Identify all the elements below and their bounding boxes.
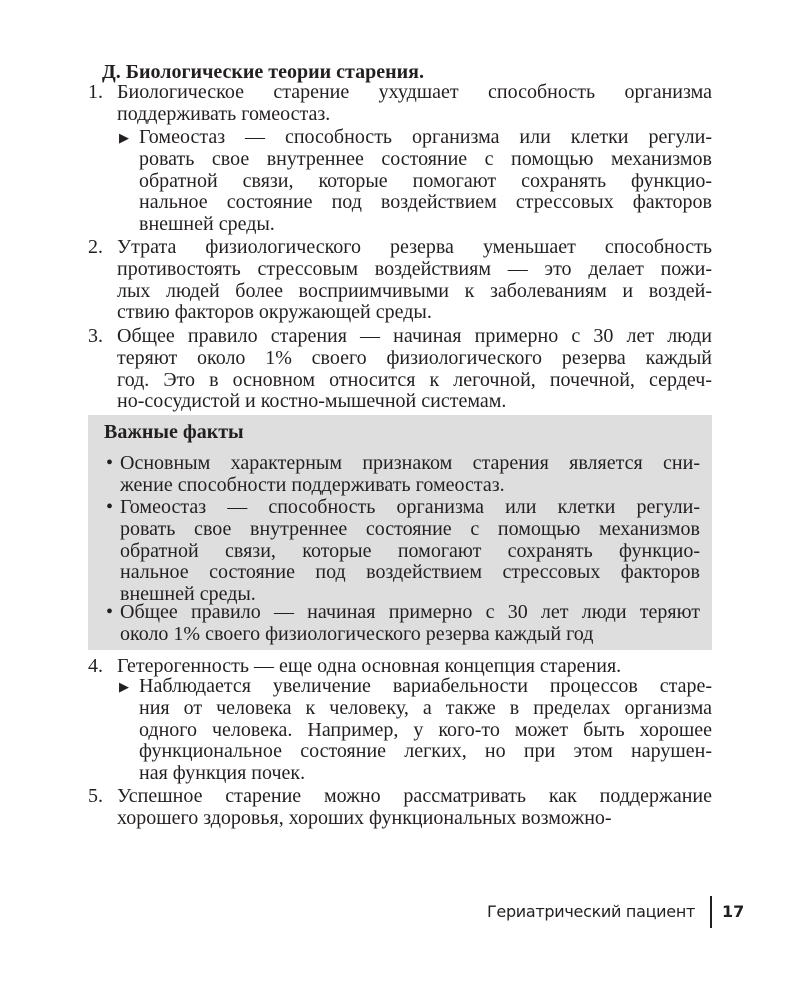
page-number: 17 xyxy=(722,902,745,921)
text-line: обратной связи, которые помогают сохранять функцио- xyxy=(120,539,700,562)
sub-point-text xyxy=(139,676,712,785)
item-text xyxy=(117,786,712,830)
sub-point-text xyxy=(139,127,712,236)
text-line: Общее правило — начиная примерно с 30 лет люди теряют xyxy=(120,601,700,623)
text-line: функциональное состояние легких, но при этом нарушен- xyxy=(139,740,712,763)
item-number: 5. xyxy=(88,785,103,807)
fact-text xyxy=(120,453,700,497)
text-line: лых людей более восприимчивыми к заболеваниям и воздей- xyxy=(117,279,712,302)
text-line: противостоять стрессовым воздействиям — это делает пожи- xyxy=(117,257,712,280)
text-line: внешней среды. xyxy=(139,213,275,236)
text-line: Гетерогенность — еще одна основная концепция старения. xyxy=(117,655,622,677)
item-text xyxy=(117,237,712,324)
fact-text xyxy=(120,497,700,606)
text-line: Биологическое старение ухудшает способность организма xyxy=(117,81,712,103)
footer-divider xyxy=(710,896,712,928)
bullet-dot-icon: • xyxy=(106,452,114,474)
text-line: ровать свое внутреннее состояние с помощью механизмов xyxy=(139,147,712,170)
text-line: нальное состояние под воздействием стрессовых факторов xyxy=(120,561,700,584)
text-line: год. Это в основном относится к легочной, почечной, сердеч- xyxy=(117,368,712,391)
important-facts-box xyxy=(88,415,712,650)
text-line: Гомеостаз — способность организма или клетки регули- xyxy=(139,126,712,148)
running-title: Гериатрический пациент xyxy=(486,902,695,921)
text-line: нальное состояние под воздействием стрессовых факторов xyxy=(139,191,712,214)
text-line: обратной связи, которые помогают сохранять функцио- xyxy=(139,169,712,192)
text-line: жение способности поддерживать гомеостаз. xyxy=(120,473,505,496)
item-text xyxy=(117,326,712,413)
text-line: около 1% своего физиологического резерва каждый год xyxy=(120,622,594,645)
item-number: 1. xyxy=(88,81,103,103)
text-line: теряют около 1% своего физиологического резерва каждый xyxy=(117,346,712,369)
text-line: Общее правило старения — начиная примерно с 30 лет люди xyxy=(117,325,712,347)
text-line: одного человека. Например, у кого-то может быть хорошее xyxy=(139,718,712,741)
text-line: поддерживать гомеостаз. xyxy=(117,102,331,125)
text-line: ная функция почек. xyxy=(139,762,306,785)
item-number: 3. xyxy=(88,325,103,347)
facts-box-heading: Важные факты xyxy=(104,421,244,443)
section-title: Д. Биологические теории старения. xyxy=(102,61,424,83)
text-line: но-сосудистой и костно-мышечной системам. xyxy=(117,390,507,413)
fact-text xyxy=(120,602,700,646)
bullet-dot-icon: • xyxy=(106,601,114,623)
text-line: ствию факторов окружающей среды. xyxy=(117,301,432,324)
item-text xyxy=(117,82,712,126)
bullet-dot-icon: • xyxy=(106,496,114,518)
text-line: Наблюдается увеличение вариабельности процессов старе- xyxy=(139,675,712,697)
text-line: ния от человека к человеку, а также в пределах организма xyxy=(139,696,712,719)
triangle-bullet-icon: ▶ xyxy=(119,130,129,145)
item-number: 4. xyxy=(88,655,103,677)
triangle-bullet-icon: ▶ xyxy=(119,679,129,694)
item-number: 2. xyxy=(88,236,103,258)
text-line: Успешное старение можно рассматривать как поддержание xyxy=(117,785,712,807)
text-line: хорошего здоровья, хороших функциональных возможно- xyxy=(117,806,612,829)
text-line: Гомеостаз — способность организма или клетки регули- xyxy=(120,496,700,518)
text-line: Основным характерным признаком старения является сни- xyxy=(120,452,700,474)
text-line: Утрата физиологического резерва уменьшает способность xyxy=(117,236,712,258)
text-line: ровать свое внутреннее состояние с помощью механизмов xyxy=(120,517,700,540)
text-line: внешней среды. xyxy=(120,583,256,606)
